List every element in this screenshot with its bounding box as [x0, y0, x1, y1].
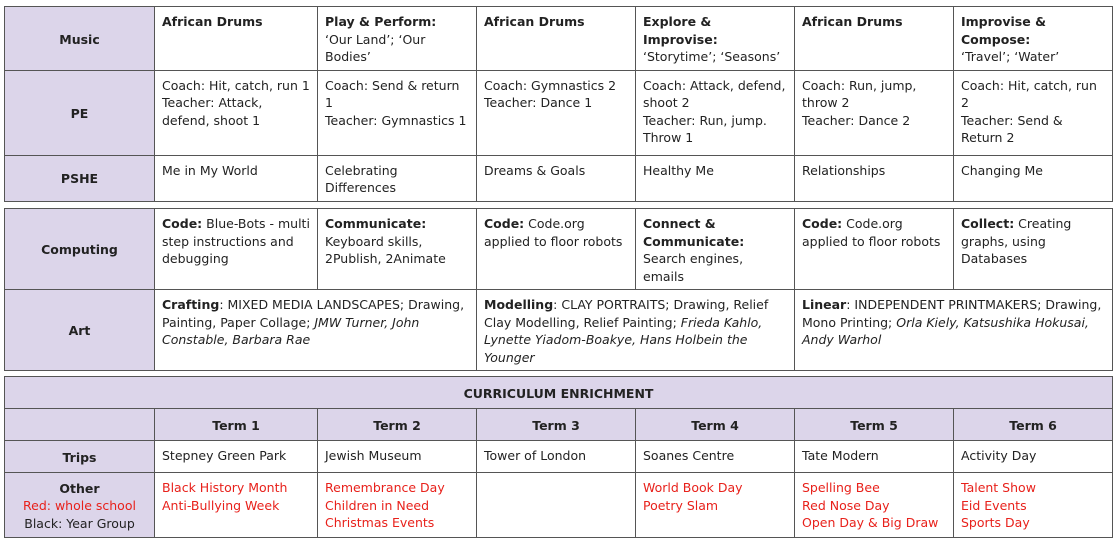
trip-cell: Stepney Green Park	[155, 441, 318, 473]
other-cell: Black History Month Anti-Bullying Week	[155, 473, 318, 538]
trips-label: Trips	[5, 441, 155, 473]
pe-cell: Coach: Gymnastics 2 Teacher: Dance 1	[477, 70, 636, 155]
trip-cell: Soanes Centre	[636, 441, 795, 473]
pshe-cell: Dreams & Goals	[477, 155, 636, 201]
computing-row	[5, 209, 1113, 290]
music-cell: Play & Perform: ‘Our Land’; ‘Our Bodies’	[318, 7, 477, 71]
music-row	[5, 7, 1113, 71]
trip-cell: Tate Modern	[795, 441, 954, 473]
music-cell: African Drums	[155, 7, 318, 71]
pshe-label: PSHE	[5, 155, 155, 201]
other-row	[5, 473, 1113, 538]
term-header: Term 3	[477, 409, 636, 441]
art-cell: Linear: INDEPENDENT PRINTMAKERS; Drawing, Mono Printing; Orla Kiely, Katsushika Hokusai, Andy Warhol	[795, 290, 1113, 371]
other-cell: Talent Show Eid Events Sports Day	[954, 473, 1113, 538]
music-cell: African Drums	[477, 7, 636, 71]
enrichment-title-row	[5, 377, 1113, 409]
pshe-cell: Celebrating Differences	[318, 155, 477, 201]
trip-cell: Tower of London	[477, 441, 636, 473]
subjects-table-music-pe-pshe	[4, 6, 1113, 202]
pe-cell: Coach: Hit, catch, run 1 Teacher: Attack, defend, shoot 1	[155, 70, 318, 155]
other-cell: Remembrance Day Children in Need Christmas Events	[318, 473, 477, 538]
computing-cell: Code: Code.org applied to floor robots	[795, 209, 954, 290]
art-cell: Crafting: MIXED MEDIA LANDSCAPES; Drawing, Painting, Paper Collage; JMW Turner, John Constable, Barbara Rae	[155, 290, 477, 371]
art-label: Art	[5, 290, 155, 371]
curriculum-enrichment-table	[4, 376, 1113, 538]
term-header: Term 2	[318, 409, 477, 441]
pe-cell: Coach: Send & return 1 Teacher: Gymnastics 1	[318, 70, 477, 155]
pe-cell: Coach: Hit, catch, run 2 Teacher: Send & Return 2	[954, 70, 1113, 155]
music-cell: African Drums	[795, 7, 954, 71]
art-row	[5, 290, 1113, 371]
other-label-cell	[5, 473, 155, 538]
term-header: Term 5	[795, 409, 954, 441]
pshe-cell: Healthy Me	[636, 155, 795, 201]
trips-row	[5, 441, 1113, 473]
other-cell: World Book Day Poetry Slam	[636, 473, 795, 538]
art-cell: Modelling: CLAY PORTRAITS; Drawing, Relief Clay Modelling, Relief Painting; Frieda Kahlo, Lynette Yiadom-Boakye, Hans Holbein the Younger	[477, 290, 795, 371]
enrichment-title: CURRICULUM ENRICHMENT	[5, 377, 1113, 409]
computing-cell: Code: Blue-Bots - multi step instructions and debugging	[155, 209, 318, 290]
trip-cell: Activity Day	[954, 441, 1113, 473]
pe-cell: Coach: Attack, defend, shoot 2 Teacher: Run, jump. Throw 1	[636, 70, 795, 155]
computing-cell: Connect & Communicate: Search engines, emails	[636, 209, 795, 290]
subjects-table-computing-art	[4, 208, 1113, 371]
pshe-cell: Changing Me	[954, 155, 1113, 201]
pshe-cell: Me in My World	[155, 155, 318, 201]
music-cell: Improvise & Compose: ‘Travel’; ‘Water’	[954, 7, 1113, 71]
computing-label: Computing	[5, 209, 155, 290]
computing-cell: Collect: Creating graphs, using Databases	[954, 209, 1113, 290]
term-header: Term 6	[954, 409, 1113, 441]
term-header: Term 1	[155, 409, 318, 441]
other-cell: Spelling Bee Red Nose Day Open Day & Big Draw	[795, 473, 954, 538]
computing-cell: Communicate: Keyboard skills, 2Publish, 2Animate	[318, 209, 477, 290]
terms-corner	[5, 409, 155, 441]
music-label: Music	[5, 7, 155, 71]
pe-cell: Coach: Run, jump, throw 2 Teacher: Dance 2	[795, 70, 954, 155]
trip-cell: Jewish Museum	[318, 441, 477, 473]
other-label: Other	[59, 480, 100, 496]
pshe-row	[5, 155, 1113, 201]
other-cell	[477, 473, 636, 538]
term-header: Term 4	[636, 409, 795, 441]
terms-header-row	[5, 409, 1113, 441]
pshe-cell: Relationships	[795, 155, 954, 201]
legend-red: Red: whole school	[23, 498, 136, 514]
legend-black: Black: Year Group	[24, 515, 135, 531]
pe-label: PE	[5, 70, 155, 155]
computing-cell: Code: Code.org applied to floor robots	[477, 209, 636, 290]
music-cell: Explore & Improvise: ‘Storytime’; ‘Seasons’	[636, 7, 795, 71]
pe-row	[5, 70, 1113, 155]
